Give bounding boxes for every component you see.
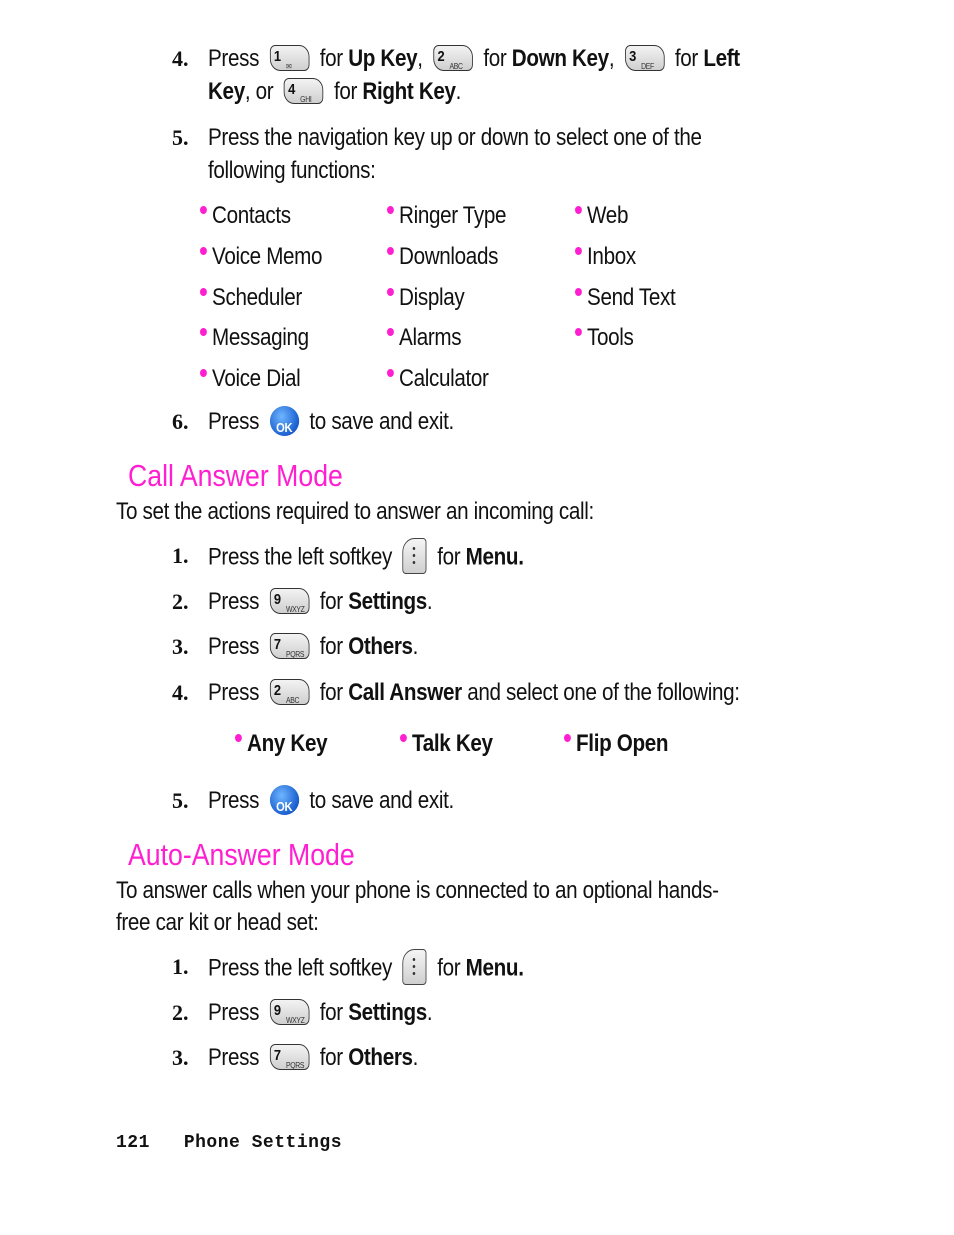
bullet-icon xyxy=(387,369,394,377)
bullet-icon xyxy=(575,328,582,336)
step-number: 4. xyxy=(172,46,189,71)
key-1-icon: 1 ✉ xyxy=(270,45,310,71)
step-number: 2. xyxy=(172,589,189,614)
bullet-icon xyxy=(200,247,207,255)
bullet-icon xyxy=(400,734,407,742)
option-item: Any Key xyxy=(235,728,327,760)
function-item: Alarms xyxy=(387,322,461,354)
call-answer-step-3: Press 7 PQRS for Others. xyxy=(208,633,419,660)
step-number: 5. xyxy=(172,125,189,150)
call-answer-intro: To set the actions required to answer an incoming call: xyxy=(116,498,594,525)
bullet-icon xyxy=(387,328,394,336)
bullet-icon xyxy=(200,328,207,336)
bullet-icon xyxy=(564,734,571,742)
key-3-icon: 3 DEF xyxy=(625,45,665,71)
section-name: Phone Settings xyxy=(183,1133,343,1153)
function-item: Display xyxy=(387,282,464,314)
left-softkey-icon xyxy=(403,949,427,985)
function-item: Calculator xyxy=(387,363,489,395)
call-answer-step-5: Press OK to save and exit. xyxy=(208,785,454,817)
key-7-icon: 7 PQRS xyxy=(270,1044,310,1070)
auto-answer-intro-1: To answer calls when your phone is connected to an optional hands- xyxy=(116,877,719,904)
key-9-icon: 9 WXYZ xyxy=(270,588,310,614)
ok-key-icon: OK xyxy=(270,785,299,815)
auto-answer-intro-2: free car kit or head set: xyxy=(116,909,319,936)
function-item: Ringer Type xyxy=(387,200,506,232)
left-softkey-icon xyxy=(403,538,427,574)
bullet-icon xyxy=(575,247,582,255)
function-item: Tools xyxy=(575,322,634,354)
call-answer-step-1: Press the left softkey for Menu. xyxy=(208,540,524,576)
option-item: Talk Key xyxy=(400,728,493,760)
auto-answer-step-1: Press the left softkey for Menu. xyxy=(208,951,524,987)
bullet-icon xyxy=(235,734,242,742)
step-number: 3. xyxy=(172,634,189,659)
step-4-line-2: Key, or 4 GHI for Right Key. xyxy=(208,78,462,105)
step-4-line-1: Press 1 ✉ for Up Key, 2 ABC for Down Key, 3 DEF for Left xyxy=(208,45,740,72)
step-5-line-1: Press the navigation key up or down to select one of the xyxy=(208,124,702,151)
key-2-icon: 2 ABC xyxy=(270,679,310,705)
function-item: Web xyxy=(575,200,628,232)
key-4-icon: 4 GHI xyxy=(284,78,324,104)
function-item: Voice Memo xyxy=(200,241,322,273)
function-item: Inbox xyxy=(575,241,636,273)
call-answer-step-2: Press 9 WXYZ for Settings. xyxy=(208,588,433,615)
function-item: Scheduler xyxy=(200,282,302,314)
option-item: Flip Open xyxy=(564,728,668,760)
step-number: 3. xyxy=(172,1045,189,1070)
step-number: 1. xyxy=(172,954,189,979)
page-number: 121 xyxy=(116,1133,150,1153)
step-number: 6. xyxy=(172,409,189,434)
step-6: Press OK to save and exit. xyxy=(208,406,454,438)
bullet-icon xyxy=(387,206,394,214)
step-5-line-2: following functions: xyxy=(208,157,376,184)
step-number: 2. xyxy=(172,1000,189,1025)
function-item: Messaging xyxy=(200,322,309,354)
bullet-icon xyxy=(575,206,582,214)
call-answer-step-4: Press 2 ABC for Call Answer and select one of the following: xyxy=(208,679,740,706)
page-footer xyxy=(116,1133,342,1153)
section-heading-auto-answer: Auto-Answer Mode xyxy=(128,837,355,872)
key-7-icon: 7 PQRS xyxy=(270,633,310,659)
step-number: 4. xyxy=(172,680,189,705)
key-2-icon: 2 ABC xyxy=(433,45,473,71)
bullet-icon xyxy=(387,247,394,255)
auto-answer-step-2: Press 9 WXYZ for Settings. xyxy=(208,999,433,1026)
bullet-icon xyxy=(200,369,207,377)
section-heading-call-answer: Call Answer Mode xyxy=(128,458,343,493)
step-number: 1. xyxy=(172,543,189,568)
auto-answer-step-3: Press 7 PQRS for Others. xyxy=(208,1044,419,1071)
function-item: Voice Dial xyxy=(200,363,300,395)
ok-key-icon: OK xyxy=(270,406,299,436)
bullet-icon xyxy=(575,288,582,296)
step-number: 5. xyxy=(172,788,189,813)
key-9-icon: 9 WXYZ xyxy=(270,999,310,1025)
bullet-icon xyxy=(200,206,207,214)
bullet-icon xyxy=(387,288,394,296)
function-item: Downloads xyxy=(387,241,498,273)
function-item: Contacts xyxy=(200,200,291,232)
bullet-icon xyxy=(200,288,207,296)
function-item: Send Text xyxy=(575,282,675,314)
